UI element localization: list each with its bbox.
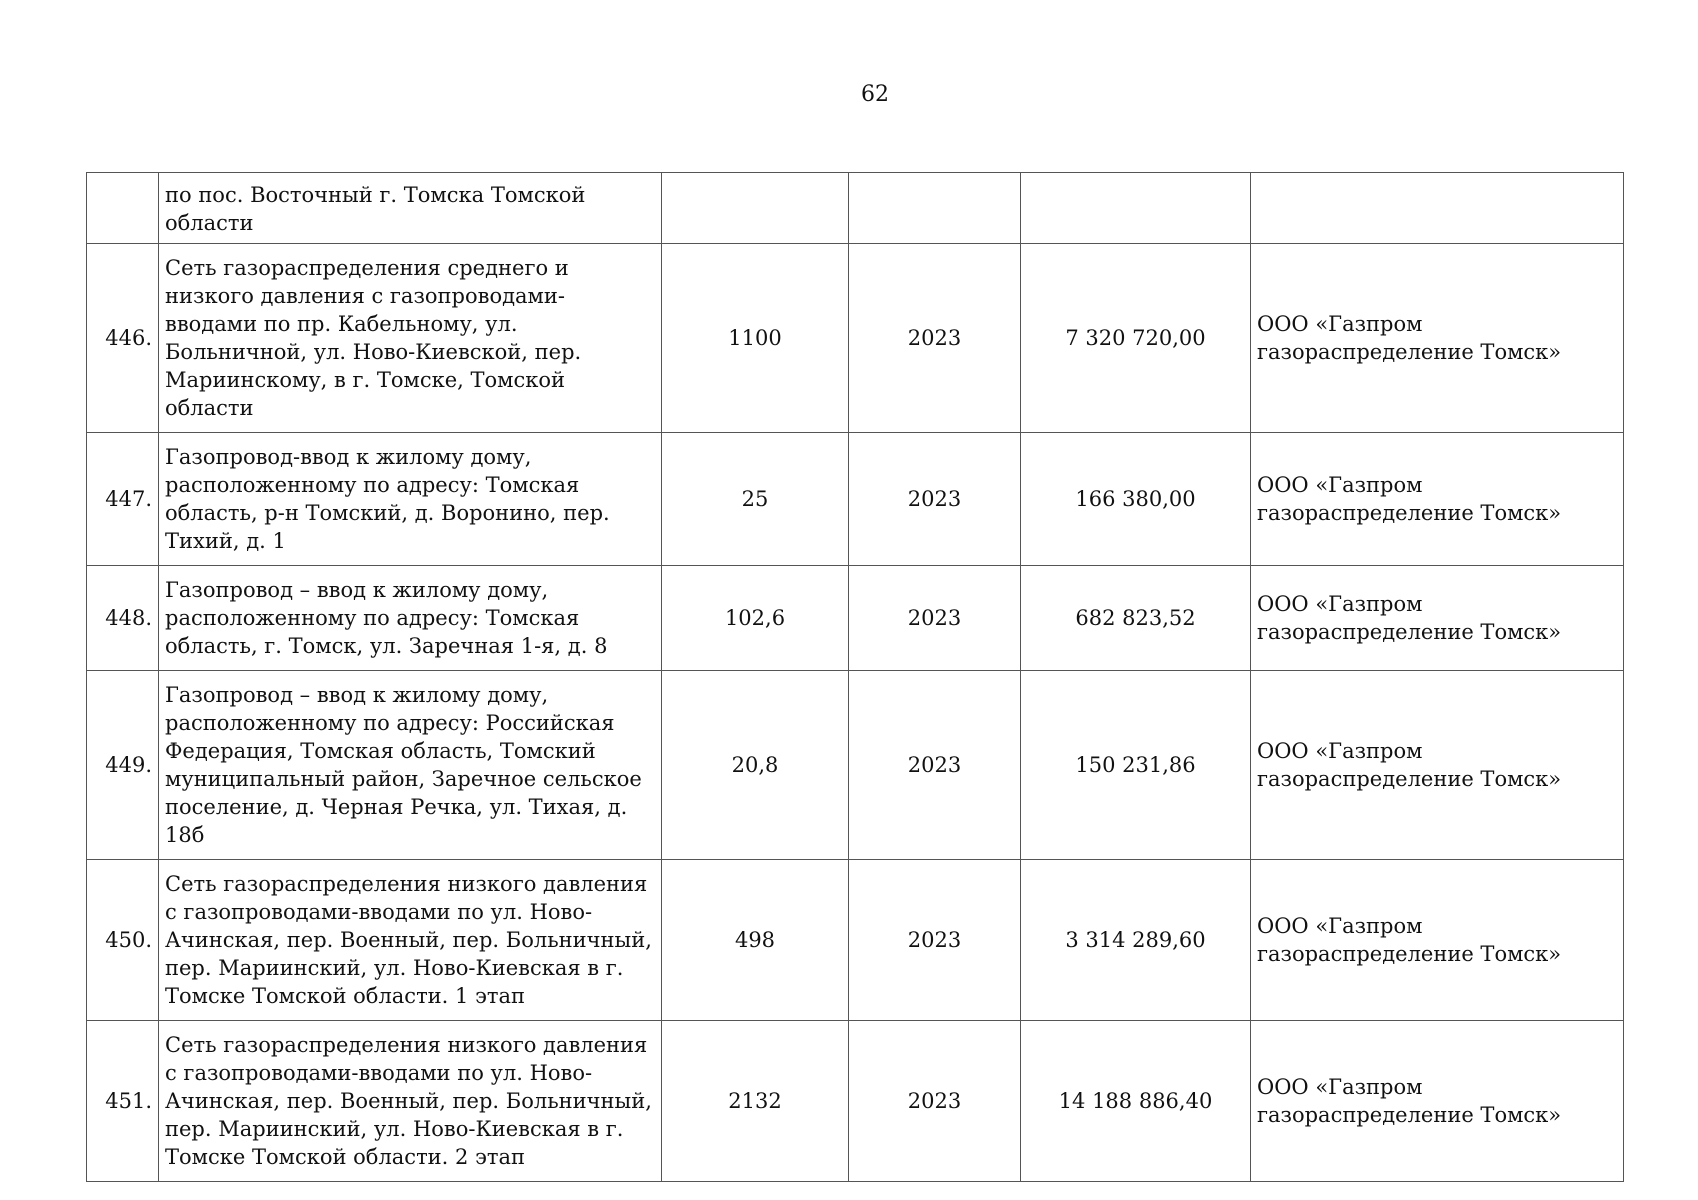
table-row	[87, 566, 1624, 671]
length-cell	[662, 173, 849, 244]
table-row	[87, 173, 1624, 244]
organization-cell: ООО «Газпром газораспределение Томск»	[1251, 1021, 1624, 1182]
table-row	[87, 244, 1624, 433]
object-name-cell: Сеть газораспределения низкого давления с газопроводами-вводами по ул. Ново-Ачинская, пер. Военный, пер. Больничный, пер. Мариинский, ул. Ново-Киевская в г. Томске Томской области. 1 этап	[159, 860, 662, 1021]
row-number-cell: 449.	[87, 671, 159, 860]
row-number-cell: 448.	[87, 566, 159, 671]
length-cell: 25	[662, 433, 849, 566]
organization-cell: ООО «Газпром газораспределение Томск»	[1251, 566, 1624, 671]
cost-cell: 166 380,00	[1021, 433, 1251, 566]
object-name-cell: Газопровод – ввод к жилому дому, расположенному по адресу: Томская область, г. Томск, ул. Заречная 1-я, д. 8	[159, 566, 662, 671]
row-number-cell: 446.	[87, 244, 159, 433]
table-row	[87, 860, 1624, 1021]
table-row	[87, 1021, 1624, 1182]
length-cell: 20,8	[662, 671, 849, 860]
length-cell: 1100	[662, 244, 849, 433]
cost-cell: 7 320 720,00	[1021, 244, 1251, 433]
object-name-cell: Сеть газораспределения среднего и низкого давления с газопроводами-вводами по пр. Кабельному, ул. Больничной, ул. Ново-Киевской, пер. Мариинскому, в г. Томске, Томской области	[159, 244, 662, 433]
organization-cell: ООО «Газпром газораспределение Томск»	[1251, 860, 1624, 1021]
page-number: 62	[861, 82, 889, 107]
cost-cell: 682 823,52	[1021, 566, 1251, 671]
year-cell: 2023	[849, 860, 1021, 1021]
cost-cell: 3 314 289,60	[1021, 860, 1251, 1021]
cost-cell: 150 231,86	[1021, 671, 1251, 860]
year-cell: 2023	[849, 244, 1021, 433]
row-number-cell	[87, 173, 159, 244]
row-number-cell: 451.	[87, 1021, 159, 1182]
length-cell: 102,6	[662, 566, 849, 671]
year-cell: 2023	[849, 566, 1021, 671]
organization-cell: ООО «Газпром газораспределение Томск»	[1251, 433, 1624, 566]
year-cell	[849, 173, 1021, 244]
year-cell: 2023	[849, 671, 1021, 860]
year-cell: 2023	[849, 1021, 1021, 1182]
table-row	[87, 433, 1624, 566]
row-number-cell: 447.	[87, 433, 159, 566]
object-name-cell: Сеть газораспределения низкого давления с газопроводами-вводами по ул. Ново-Ачинская, пер. Военный, пер. Больничный, пер. Мариинский, ул. Ново-Киевская в г. Томске Томской области. 2 этап	[159, 1021, 662, 1182]
row-number-cell: 450.	[87, 860, 159, 1021]
organization-cell	[1251, 173, 1624, 244]
organization-cell: ООО «Газпром газораспределение Томск»	[1251, 671, 1624, 860]
gas-network-register-table	[86, 172, 1624, 1182]
table-row	[87, 671, 1624, 860]
cost-cell: 14 188 886,40	[1021, 1021, 1251, 1182]
length-cell: 498	[662, 860, 849, 1021]
organization-cell: ООО «Газпром газораспределение Томск»	[1251, 244, 1624, 433]
object-name-cell: Газопровод – ввод к жилому дому, расположенному по адресу: Российская Федерация, Томская область, Томский муниципальный район, Заречное сельское поселение, д. Черная Речка, ул. Тихая, д. 18б	[159, 671, 662, 860]
object-name-cell: Газопровод-ввод к жилому дому, расположенному по адресу: Томская область, р-н Томский, д. Воронино, пер. Тихий, д. 1	[159, 433, 662, 566]
length-cell: 2132	[662, 1021, 849, 1182]
year-cell: 2023	[849, 433, 1021, 566]
cost-cell	[1021, 173, 1251, 244]
object-name-cell: по пос. Восточный г. Томска Томской области	[159, 173, 662, 244]
